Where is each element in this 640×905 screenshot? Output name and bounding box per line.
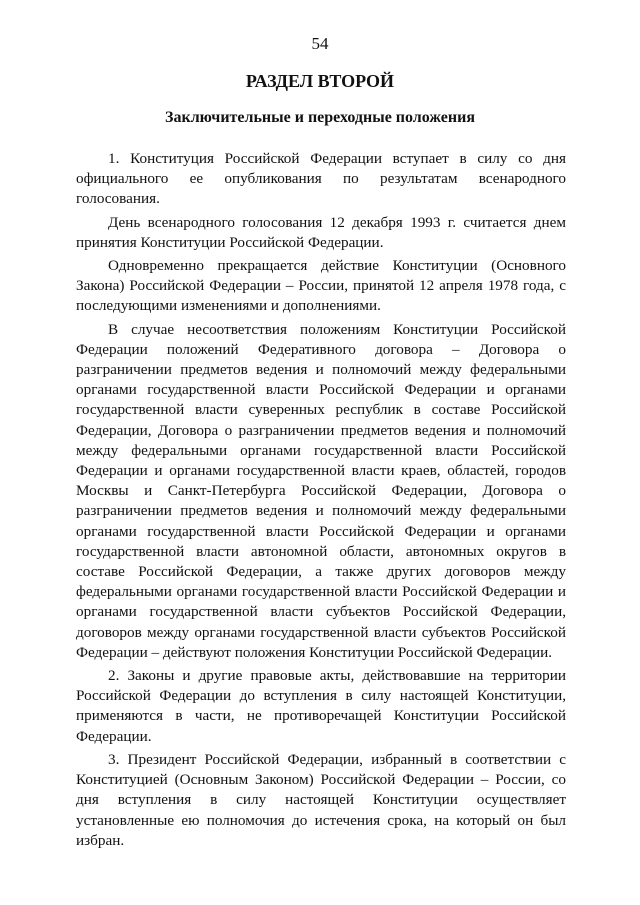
- section-subtitle: Заключительные и переходные положения: [165, 109, 475, 126]
- paragraph-5: 2. Законы и другие правовые акты, действовавшие на территории Российской Федерации до вступления в силу настоящей Конституции, применяются в части, не противоречащей Конституции Российской Федерации.: [76, 667, 566, 745]
- paragraph-4: В случае несоответствия положениям Конституции Российской Федерации положений Федеративного договора – Договора о разграничении предметов ведения и полномочий между федеральными органами государственной власти Российской Федерации и органами государственной власти суверенных республик в составе Российской Федерации, Договора о разграничении предметов ведения и полномочий между федеральными органами государственной власти Российской Федерации и органами государственной власти краев, областей, городов Москвы и Санкт-Петербурга Российской Федерации, Договора о разграничении предметов ведения и полномочий между федеральными органами государственной власти Российской Федерации и органами государственной власти автономной области, автономных округов в составе Российской Федерации, а также других договоров между федеральными органами государственной власти Российской Федерации и органами государственной власти субъектов Российской Федерации, договоров между органами государственной власти субъектов Российской Федерации – действуют положения Конституции Российской Федерации.: [76, 320, 566, 661]
- page-number: 54: [311, 34, 329, 53]
- paragraph-1: 1. Конституция Российской Федерации вступает в силу со дня официального ее опубликования по результатам всенародного голосования.: [76, 150, 566, 208]
- paragraph-6: 3. Президент Российской Федерации, избранный в соответствии с Конституцией (Основным Законом) Российской Федерации – России, со дня вступления в силу настоящей Конституции осуществляет установленные ею полномочия до истечения срока, на который он был избран.: [76, 750, 566, 849]
- section-title: РАЗДЕЛ ВТОРОЙ: [245, 71, 395, 91]
- paragraph-3: Одновременно прекращается действие Конституции (Основного Закона) Российской Федерации – России, принятой 12 апреля 1978 года, с последующими изменениями и дополнениями.: [76, 257, 566, 315]
- paragraph-2: День всенародного голосования 12 декабря 1993 г. считается днем принятия Конституции Российской Федерации.: [76, 213, 566, 251]
- document-body: [76, 149, 566, 854]
